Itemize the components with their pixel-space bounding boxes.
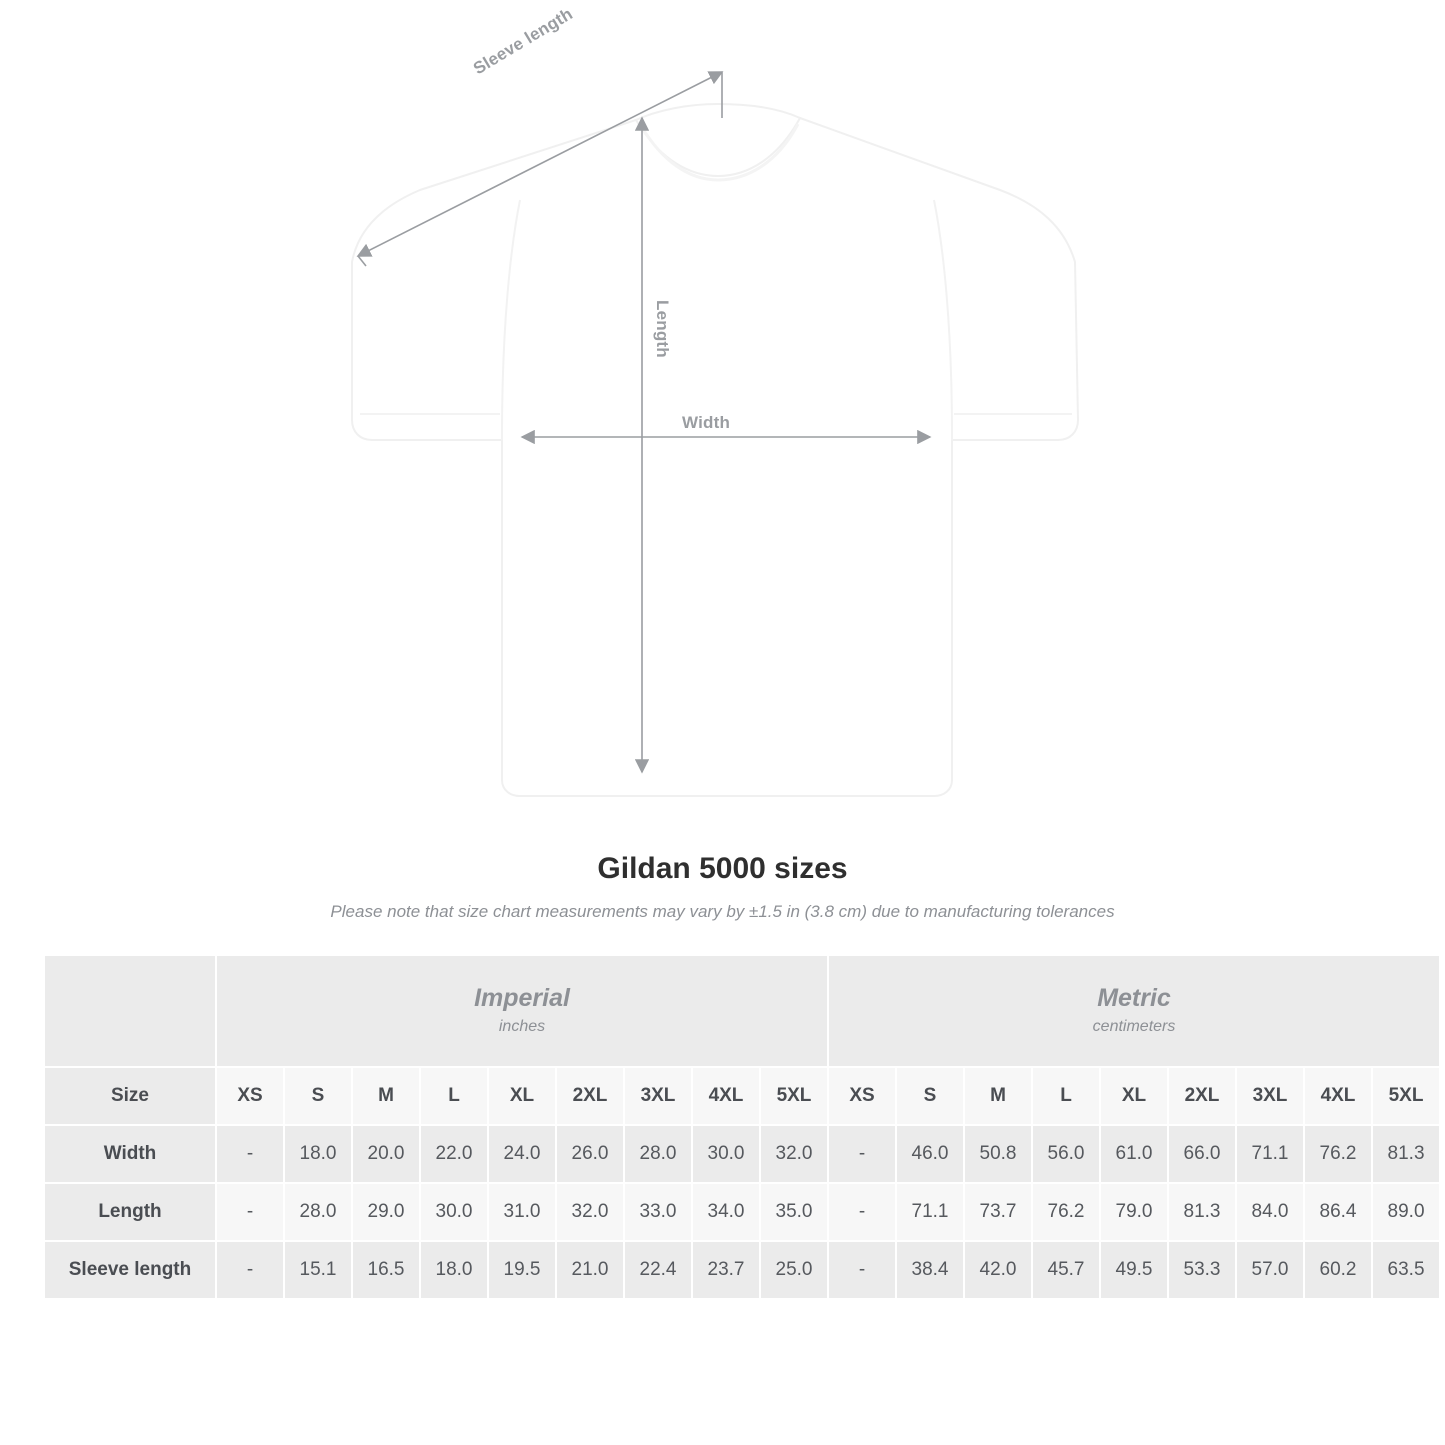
- cell-sleeve-imperial-l: 18.0: [421, 1242, 487, 1298]
- size-col-imperial-l: L: [421, 1068, 487, 1124]
- cell-length-metric-l: 76.2: [1033, 1184, 1099, 1240]
- cell-length-imperial-xl: 31.0: [489, 1184, 555, 1240]
- unit-imperial: [217, 956, 827, 1066]
- chart-heading: [0, 852, 1445, 922]
- unit-row-corner: [45, 956, 215, 1066]
- cell-width-imperial-xl: 24.0: [489, 1126, 555, 1182]
- cell-length-imperial-5xl: 35.0: [761, 1184, 827, 1240]
- page-title: Gildan 5000 sizes: [597, 852, 848, 885]
- cell-sleeve-metric-s: 38.4: [897, 1242, 963, 1298]
- cell-width-metric-4xl: 76.2: [1305, 1126, 1371, 1182]
- size-col-imperial-4xl: 4XL: [693, 1068, 759, 1124]
- cell-width-metric-m: 50.8: [965, 1126, 1031, 1182]
- cell-sleeve-imperial-4xl: 23.7: [693, 1242, 759, 1298]
- cell-width-metric-3xl: 71.1: [1237, 1126, 1303, 1182]
- cell-width-metric-5xl: 81.3: [1373, 1126, 1439, 1182]
- size-col-metric-2xl: 2XL: [1169, 1068, 1235, 1124]
- cell-sleeve-imperial-2xl: 21.0: [557, 1242, 623, 1298]
- cell-width-imperial-xs: -: [217, 1126, 283, 1182]
- cell-sleeve-imperial-3xl: 22.4: [625, 1242, 691, 1298]
- size-col-imperial-s: S: [285, 1068, 351, 1124]
- unit-metric: [829, 956, 1439, 1066]
- cell-sleeve-imperial-xs: -: [217, 1242, 283, 1298]
- sleeve-length-label: Sleeve length: [470, 4, 576, 79]
- row-label-sleeve-length: Sleeve length: [45, 1242, 215, 1298]
- cell-width-imperial-5xl: 32.0: [761, 1126, 827, 1182]
- size-col-metric-m: M: [965, 1068, 1031, 1124]
- cell-width-imperial-2xl: 26.0: [557, 1126, 623, 1182]
- cell-length-metric-xl: 79.0: [1101, 1184, 1167, 1240]
- cell-sleeve-metric-m: 42.0: [965, 1242, 1031, 1298]
- cell-width-metric-xs: -: [829, 1126, 895, 1182]
- cell-sleeve-metric-xs: -: [829, 1242, 895, 1298]
- unit-imperial-sub: inches: [498, 1017, 546, 1035]
- cell-width-imperial-3xl: 28.0: [625, 1126, 691, 1182]
- cell-width-imperial-m: 20.0: [353, 1126, 419, 1182]
- unit-imperial-name: Imperial: [474, 983, 570, 1012]
- cell-sleeve-metric-2xl: 53.3: [1169, 1242, 1235, 1298]
- size-col-metric-s: S: [897, 1068, 963, 1124]
- size-col-imperial-2xl: 2XL: [557, 1068, 623, 1124]
- size-col-metric-l: L: [1033, 1068, 1099, 1124]
- cell-length-imperial-4xl: 34.0: [693, 1184, 759, 1240]
- size-col-metric-xs: XS: [829, 1068, 895, 1124]
- cell-sleeve-metric-xl: 49.5: [1101, 1242, 1167, 1298]
- cell-length-metric-s: 71.1: [897, 1184, 963, 1240]
- cell-sleeve-imperial-5xl: 25.0: [761, 1242, 827, 1298]
- cell-width-imperial-s: 18.0: [285, 1126, 351, 1182]
- size-col-imperial-m: M: [353, 1068, 419, 1124]
- size-col-metric-3xl: 3XL: [1237, 1068, 1303, 1124]
- cell-width-metric-xl: 61.0: [1101, 1126, 1167, 1182]
- cell-sleeve-metric-4xl: 60.2: [1305, 1242, 1371, 1298]
- size-col-imperial-5xl: 5XL: [761, 1068, 827, 1124]
- size-col-imperial-xl: XL: [489, 1068, 555, 1124]
- size-col-metric-xl: XL: [1101, 1068, 1167, 1124]
- cell-width-metric-2xl: 66.0: [1169, 1126, 1235, 1182]
- unit-metric-name: Metric: [1097, 983, 1171, 1012]
- size-col-metric-5xl: 5XL: [1373, 1068, 1439, 1124]
- cell-length-imperial-m: 29.0: [353, 1184, 419, 1240]
- cell-length-metric-5xl: 89.0: [1373, 1184, 1439, 1240]
- table-row: [45, 1242, 1439, 1298]
- cell-length-metric-xs: -: [829, 1184, 895, 1240]
- tolerance-note: Please note that size chart measurements may vary by ±1.5 in (3.8 cm) due to manufacturing tolerances: [330, 902, 1115, 921]
- size-header-row: [45, 1068, 1439, 1124]
- size-header-label: Size: [45, 1068, 215, 1124]
- cell-sleeve-metric-3xl: 57.0: [1237, 1242, 1303, 1298]
- table-row: [45, 1184, 1439, 1240]
- cell-sleeve-imperial-s: 15.1: [285, 1242, 351, 1298]
- cell-length-imperial-3xl: 33.0: [625, 1184, 691, 1240]
- cell-sleeve-metric-l: 45.7: [1033, 1242, 1099, 1298]
- table-row: [45, 1126, 1439, 1182]
- cell-length-metric-2xl: 81.3: [1169, 1184, 1235, 1240]
- cell-width-imperial-l: 22.0: [421, 1126, 487, 1182]
- cell-length-imperial-l: 30.0: [421, 1184, 487, 1240]
- size-col-metric-4xl: 4XL: [1305, 1068, 1371, 1124]
- cell-length-metric-4xl: 86.4: [1305, 1184, 1371, 1240]
- width-label: Width: [682, 413, 731, 432]
- cell-width-metric-l: 56.0: [1033, 1126, 1099, 1182]
- size-col-imperial-xs: XS: [217, 1068, 283, 1124]
- row-label-width: Width: [45, 1126, 215, 1182]
- cell-sleeve-metric-5xl: 63.5: [1373, 1242, 1439, 1298]
- cell-width-metric-s: 46.0: [897, 1126, 963, 1182]
- size-col-imperial-3xl: 3XL: [625, 1068, 691, 1124]
- cell-length-metric-3xl: 84.0: [1237, 1184, 1303, 1240]
- cell-sleeve-imperial-xl: 19.5: [489, 1242, 555, 1298]
- unit-metric-sub: centimeters: [1092, 1017, 1176, 1035]
- cell-length-imperial-2xl: 32.0: [557, 1184, 623, 1240]
- cell-length-imperial-xs: -: [217, 1184, 283, 1240]
- cell-length-metric-m: 73.7: [965, 1184, 1031, 1240]
- row-label-length: Length: [45, 1184, 215, 1240]
- size-chart-table: [43, 954, 1441, 1300]
- size-chart-table-wrap: [43, 954, 1425, 1300]
- length-label: Length: [653, 300, 672, 358]
- unit-header-row: [45, 956, 1439, 1066]
- cell-length-imperial-s: 28.0: [285, 1184, 351, 1240]
- cell-sleeve-imperial-m: 16.5: [353, 1242, 419, 1298]
- cell-width-imperial-4xl: 30.0: [693, 1126, 759, 1182]
